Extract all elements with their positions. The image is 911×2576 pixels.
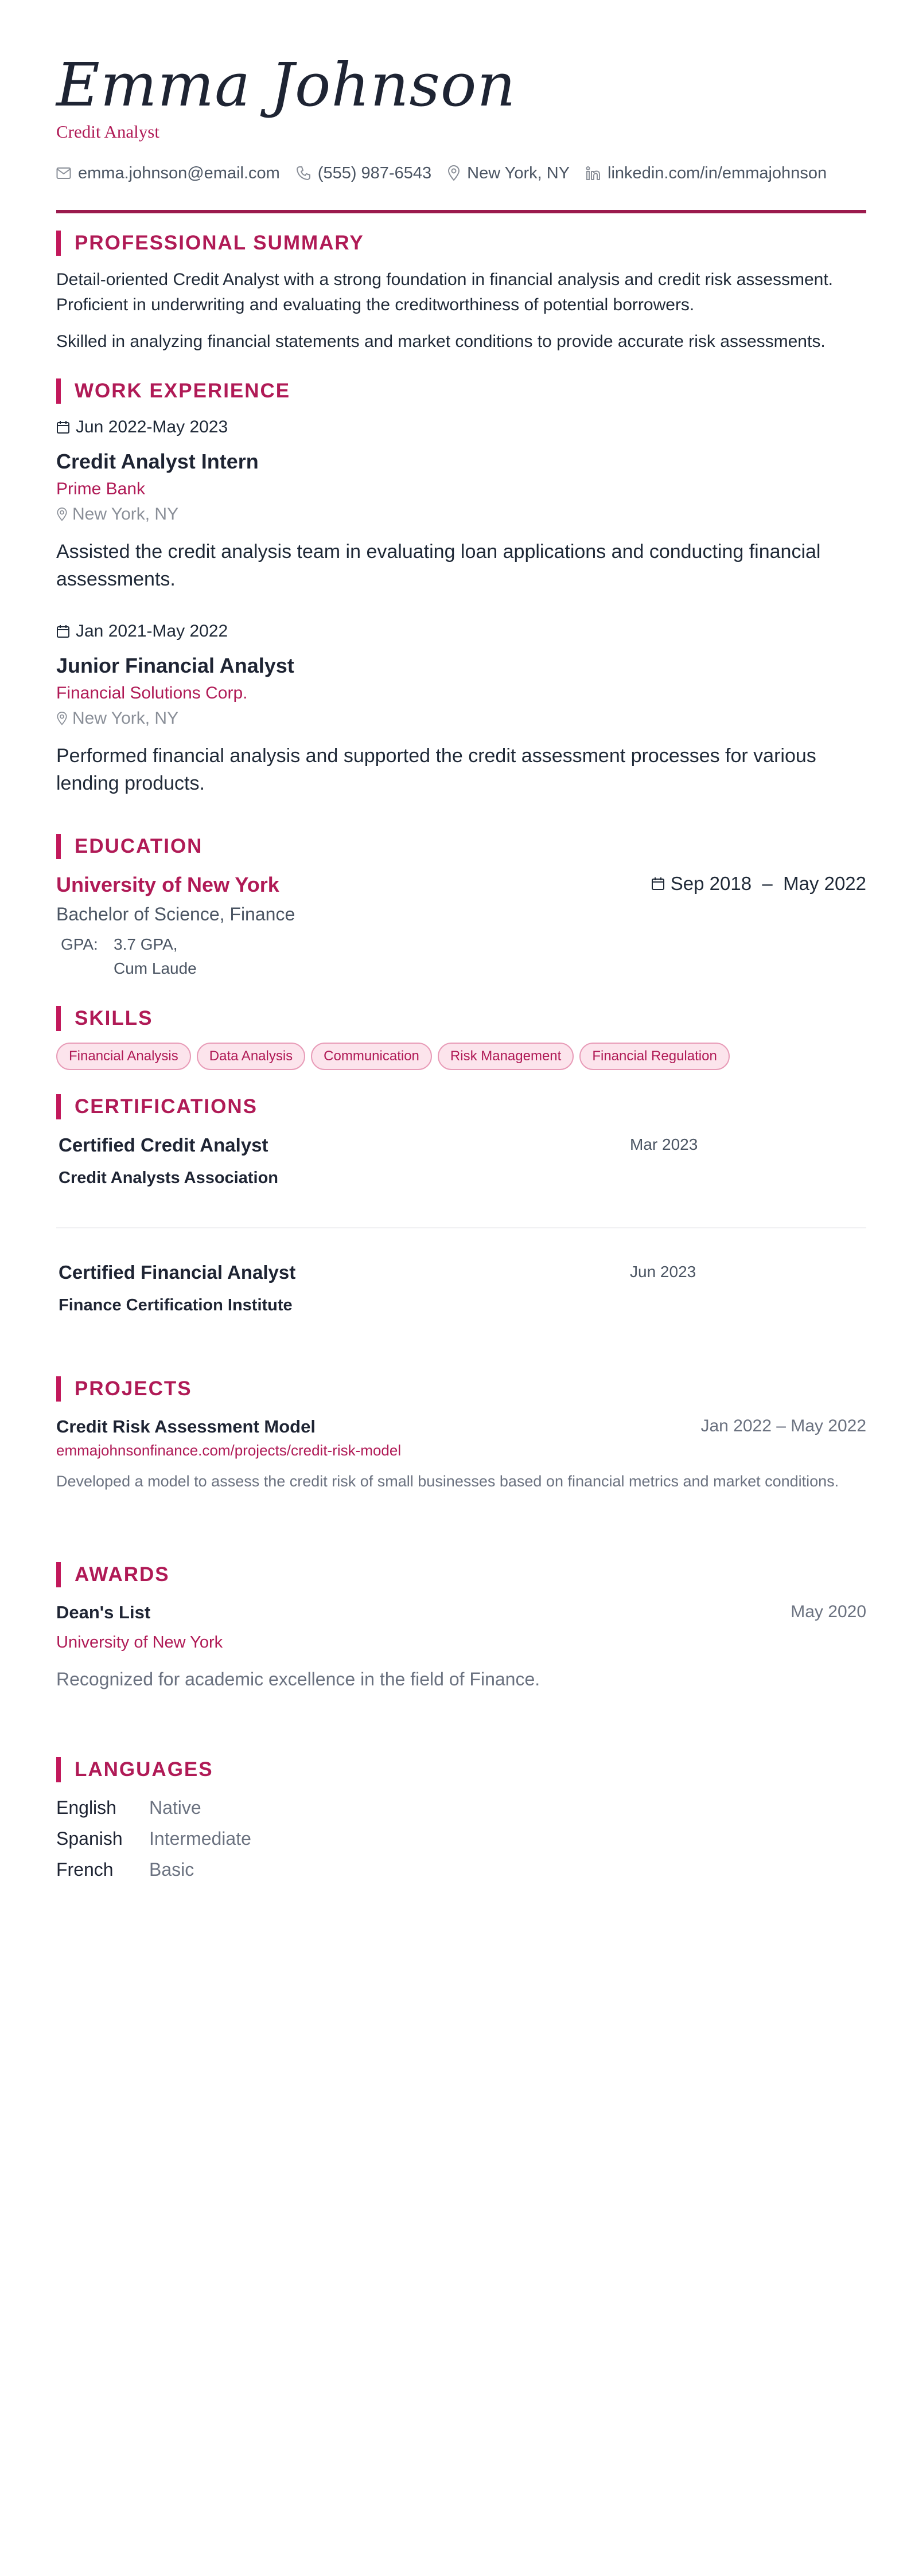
section-accent-bar — [56, 1094, 61, 1119]
experience-description: Performed financial analysis and supported the credit assessment processes for various lending products. — [56, 745, 816, 794]
certification-date: Jun 2023 — [630, 1263, 696, 1281]
section-title: AWARDS — [75, 1563, 170, 1586]
section-accent-bar — [56, 1006, 61, 1031]
gpa-value: 3.7 GPA, — [114, 935, 178, 953]
gpa-label: GPA: — [61, 935, 98, 953]
certification-org: Credit Analysts Association — [59, 1169, 279, 1187]
language-row — [56, 1797, 201, 1818]
experience-location — [56, 505, 178, 524]
experience-dates — [56, 622, 228, 641]
skills-list — [56, 1043, 735, 1070]
certification-name: Certified Credit Analyst — [59, 1134, 268, 1156]
language-row — [56, 1859, 194, 1880]
experience-item — [56, 622, 228, 641]
header-divider — [56, 210, 866, 213]
language-level: Native — [149, 1797, 201, 1818]
education-gpa — [56, 932, 197, 981]
section-accent-bar — [56, 231, 61, 256]
experience-title: Credit Analyst Intern — [56, 450, 259, 473]
language-level: Basic — [149, 1859, 194, 1880]
certification-date: Mar 2023 — [630, 1135, 698, 1153]
skill-chip: Financial Regulation — [579, 1043, 729, 1070]
award-name: Dean's List — [56, 1602, 151, 1622]
certification-divider — [56, 1227, 866, 1228]
education-dates-text: Sep 2018 – May 2022 — [670, 873, 866, 894]
candidate-name: Emma Johnson — [56, 50, 516, 120]
section-heading-projects — [56, 1376, 192, 1402]
experience-location — [56, 709, 178, 728]
calendar-icon — [56, 625, 70, 638]
language-level: Intermediate — [149, 1828, 251, 1849]
contact-phone[interactable] — [296, 164, 431, 183]
section-accent-bar — [56, 834, 61, 859]
contact-location-text: New York, NY — [467, 163, 570, 182]
experience-location-text: New York, NY — [72, 505, 179, 524]
section-heading-awards — [56, 1562, 170, 1587]
section-accent-bar — [56, 1562, 61, 1587]
project-url-link[interactable]: emmajohnsonfinance.com/projects/credit-risk-model — [56, 1442, 402, 1459]
experience-location-text: New York, NY — [72, 709, 179, 728]
email-icon — [56, 167, 71, 179]
language-name: Spanish — [56, 1828, 123, 1849]
experience-item — [56, 417, 228, 437]
skill-chip: Financial Analysis — [56, 1043, 191, 1070]
skill-chip: Data Analysis — [197, 1043, 305, 1070]
contact-bar — [56, 162, 843, 185]
experience-dates-text: Jan 2021-May 2022 — [76, 622, 228, 641]
section-heading-certifications — [56, 1094, 258, 1119]
language-name: English — [56, 1797, 116, 1818]
candidate-title: Credit Analyst — [56, 122, 159, 142]
project-description: Developed a model to assess the credit risk of small businesses based on financial metrics and market conditions. — [56, 1473, 839, 1490]
section-accent-bar — [56, 1376, 61, 1402]
project-name: Credit Risk Assessment Model — [56, 1416, 316, 1437]
education-degree: Bachelor of Science, Finance — [56, 904, 295, 924]
section-heading-skills — [56, 1006, 153, 1031]
contact-email[interactable] — [56, 164, 280, 183]
section-title: SKILLS — [75, 1007, 153, 1029]
education-dates — [651, 873, 866, 895]
map-pin-icon — [56, 508, 68, 521]
experience-dates — [56, 417, 228, 437]
section-title: CERTIFICATIONS — [75, 1095, 258, 1118]
education-school: University of New York — [56, 873, 279, 896]
experience-company: Financial Solutions Corp. — [56, 684, 248, 702]
section-title: PROJECTS — [75, 1377, 192, 1400]
section-title: PROFESSIONAL SUMMARY — [75, 232, 364, 254]
contact-linkedin[interactable] — [586, 164, 827, 183]
experience-description: Assisted the credit analysis team in evaluating loan applications and conducting financial assessments. — [56, 541, 821, 590]
section-title: LANGUAGES — [75, 1758, 213, 1781]
contact-email-text: emma.johnson@email.com — [78, 163, 280, 182]
award-description: Recognized for academic excellence in the field of Finance. — [56, 1669, 540, 1689]
award-date: May 2020 — [791, 1602, 866, 1621]
certification-name: Certified Financial Analyst — [59, 1262, 296, 1283]
section-accent-bar — [56, 1757, 61, 1782]
calendar-icon — [651, 877, 665, 891]
experience-title: Junior Financial Analyst — [56, 654, 294, 677]
language-name: French — [56, 1859, 114, 1880]
section-heading-education — [56, 834, 203, 859]
experience-dates-text: Jun 2022-May 2023 — [76, 417, 228, 436]
certification-org: Finance Certification Institute — [59, 1296, 293, 1314]
award-org: University of New York — [56, 1633, 223, 1652]
map-pin-icon — [56, 712, 68, 725]
summary-paragraph: Detail-oriented Credit Analyst with a strong foundation in financial analysis and credit risk assessment. Proficient in underwriting and evaluating the creditworthiness of potential borrowers. — [56, 270, 834, 314]
section-heading-experience — [56, 378, 290, 404]
section-accent-bar — [56, 378, 61, 404]
contact-linkedin-text: linkedin.com/in/emmajohnson — [608, 163, 827, 182]
section-heading-languages — [56, 1757, 213, 1782]
experience-company: Prime Bank — [56, 479, 146, 498]
section-title: EDUCATION — [75, 835, 203, 857]
section-heading-summary — [56, 231, 364, 256]
phone-icon — [296, 166, 311, 181]
skill-chip: Risk Management — [438, 1043, 574, 1070]
map-pin-icon — [447, 165, 460, 181]
calendar-icon — [56, 420, 70, 434]
gpa-note: Cum Laude — [114, 959, 197, 977]
linkedin-icon — [586, 166, 601, 181]
section-title: WORK EXPERIENCE — [75, 380, 291, 402]
contact-location — [447, 164, 570, 183]
gpa-values — [114, 932, 197, 981]
skill-chip: Communication — [311, 1043, 432, 1070]
language-row — [56, 1828, 251, 1849]
summary-paragraph: Skilled in analyzing financial statements and market conditions to provide accurate risk assessments. — [56, 332, 826, 351]
project-dates: Jan 2022 – May 2022 — [700, 1416, 866, 1435]
contact-phone-text: (555) 987-6543 — [317, 163, 432, 182]
